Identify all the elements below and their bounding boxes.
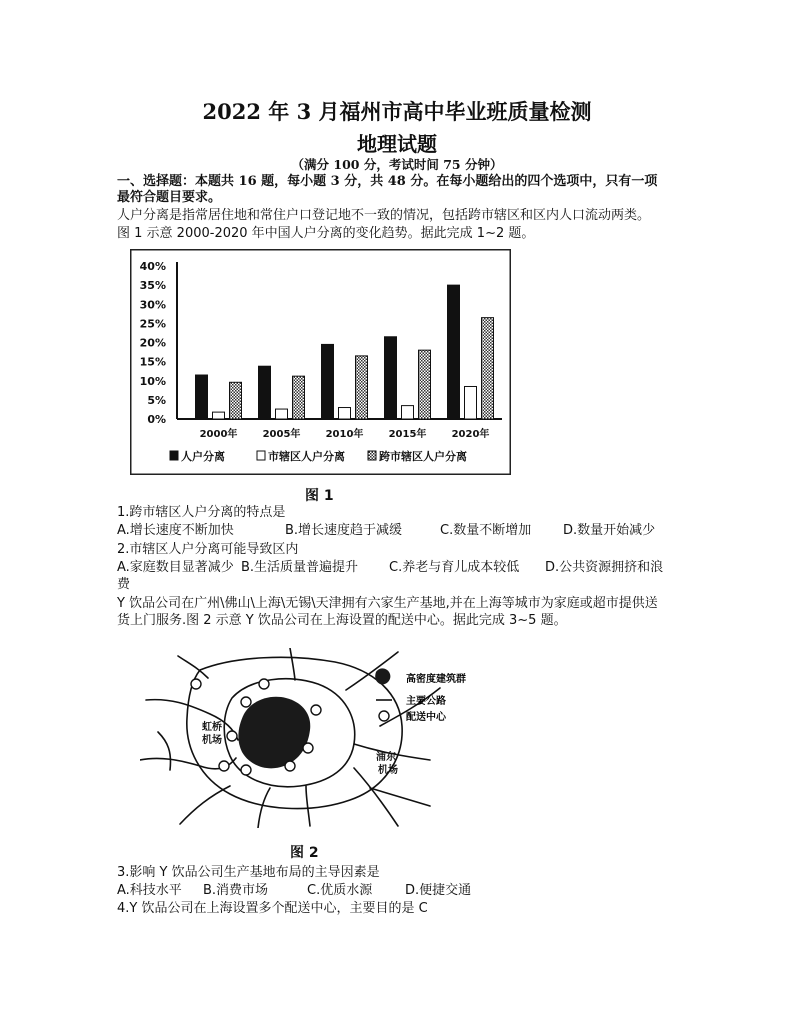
bar-within-district <box>465 386 477 419</box>
y-tick-label: 5% <box>147 393 166 407</box>
distribution-center-marker <box>285 761 295 771</box>
q3-option-c[interactable]: C.优质水源 <box>307 883 373 898</box>
pudong-label-1: 浦东 <box>376 752 396 763</box>
bar-total <box>385 337 397 419</box>
x-tick-label: 2000年 <box>199 429 238 440</box>
figure2-caption: 图 2 <box>290 845 319 861</box>
legend-swatch <box>368 451 376 460</box>
q2-stem: 2.市辖区人户分离可能导致区内 <box>117 542 299 557</box>
passage2-line-1: Y 饮品公司在广州\佛山\上海\无锡\天津拥有六家生产基地,并在上海等城市为家庭或超市提供送 <box>117 596 658 611</box>
x-tick-label: 2010年 <box>325 429 364 440</box>
q1-option-d[interactable]: D.数量开始减少 <box>563 523 656 538</box>
distribution-center-marker <box>241 765 251 775</box>
q2-option-a[interactable]: A.家庭数目显著减少 <box>117 560 234 575</box>
dense-building-cluster <box>238 697 310 769</box>
y-tick-label: 25% <box>139 317 166 331</box>
distribution-center-marker <box>191 679 201 689</box>
distribution-center-marker <box>219 761 229 771</box>
q2-option-d-continued: 费 <box>117 577 131 592</box>
exam-title: 2022 年 3 月福州市高中毕业班质量检测 <box>202 99 592 124</box>
instructions-line-2: 最符合题目要求。 <box>117 190 222 205</box>
q1-option-a[interactable]: A.增长速度不断加快 <box>117 523 234 538</box>
bar-within-district <box>276 409 288 419</box>
bar-total <box>259 366 271 419</box>
legend-swatch <box>257 451 265 460</box>
figure2-legend <box>375 668 466 723</box>
passage1-line-1: 人户分离是指常居住地和常住户口登记地不一致的情况，包括跨市辖区和区内人口流动两类。 <box>117 208 651 223</box>
distribution-center-marker <box>241 697 251 707</box>
q2-option-d[interactable]: D.公共资源拥挤和浪 <box>545 560 664 575</box>
q3-option-b[interactable]: B.消费市场 <box>203 883 269 898</box>
pudong-label-2: 机场 <box>378 765 398 776</box>
center-legend-swatch <box>379 711 389 721</box>
bar-cross-district <box>293 376 305 419</box>
figure2-map <box>140 648 520 828</box>
figure1-bar-chart <box>130 249 511 475</box>
y-tick-label: 30% <box>139 298 166 312</box>
bar-total <box>322 344 334 419</box>
bar-total <box>196 375 208 419</box>
q4-stem: 4.Y 饮品公司在上海设置多个配送中心，主要目的是 C <box>117 901 428 916</box>
y-tick-label: 35% <box>139 279 166 293</box>
hongqiao-label-2: 机场 <box>202 735 222 746</box>
x-tick-label: 2020年 <box>451 429 490 440</box>
q2-option-c[interactable]: C.养老与育儿成本较低 <box>389 560 520 575</box>
exam-meta: （满分 100 分，考试时间 75 分钟） <box>291 157 503 172</box>
q3-option-d[interactable]: D.便捷交通 <box>405 883 472 898</box>
bar-cross-district <box>482 318 494 419</box>
legend-label: 市辖区人户分离 <box>268 450 345 463</box>
q1-stem: 1.跨市辖区人户分离的特点是 <box>117 505 286 520</box>
q3-option-a[interactable]: A.科技水平 <box>117 883 182 898</box>
bar-cross-district <box>230 382 242 419</box>
hongqiao-label-1: 虹桥 <box>202 722 222 733</box>
y-tick-label: 0% <box>147 413 166 426</box>
legend-road-label: 主要公路 <box>406 696 446 707</box>
legend-dense-label: 高密度建筑群 <box>406 674 466 685</box>
bar-within-district <box>339 408 351 419</box>
figure1-caption: 图 1 <box>305 488 334 504</box>
q1-option-b[interactable]: B.增长速度趋于减缓 <box>285 523 403 538</box>
distribution-center-marker <box>259 679 269 689</box>
q1-option-c[interactable]: C.数量不断增加 <box>440 523 532 538</box>
x-tick-label: 2015年 <box>388 429 427 440</box>
y-tick-label: 15% <box>139 355 166 369</box>
bar-within-district <box>213 412 225 419</box>
x-tick-label: 2005年 <box>262 429 301 440</box>
y-tick-label: 40% <box>139 260 166 273</box>
distribution-center-marker <box>303 743 313 753</box>
legend-swatch <box>170 451 178 460</box>
bar-within-district <box>402 406 414 419</box>
bar-cross-district <box>419 350 431 419</box>
instructions-line-1: 一、选择题：本题共 16 题，每小题 3 分，共 48 分。在每小题给出的四个选项中，只有一项 <box>117 174 658 189</box>
bar-cross-district <box>356 356 368 419</box>
distribution-center-marker <box>227 731 237 741</box>
dense-building-legend-swatch <box>375 668 390 684</box>
y-tick-label: 20% <box>139 336 166 350</box>
bar-total <box>448 285 460 419</box>
distribution-center-marker <box>311 705 321 715</box>
legend-label: 人户分离 <box>181 450 225 463</box>
passage2-line-2: 货上门服务.图 2 示意 Y 饮品公司在上海设置的配送中心。据此完成 3~5 题。 <box>117 613 567 628</box>
y-tick-label: 10% <box>139 374 166 388</box>
legend-center-label: 配送中心 <box>406 712 446 723</box>
q3-stem: 3.影响 Y 饮品公司生产基地布局的主导因素是 <box>117 865 380 880</box>
legend-label: 跨市辖区人户分离 <box>379 450 467 463</box>
passage1-line-2: 图 1 示意 2000-2020 年中国人户分离的变化趋势。据此完成 1~2 题。 <box>117 226 535 241</box>
subject-title: 地理试题 <box>357 132 437 156</box>
q2-option-b[interactable]: B.生活质量普遍提升 <box>241 560 359 575</box>
